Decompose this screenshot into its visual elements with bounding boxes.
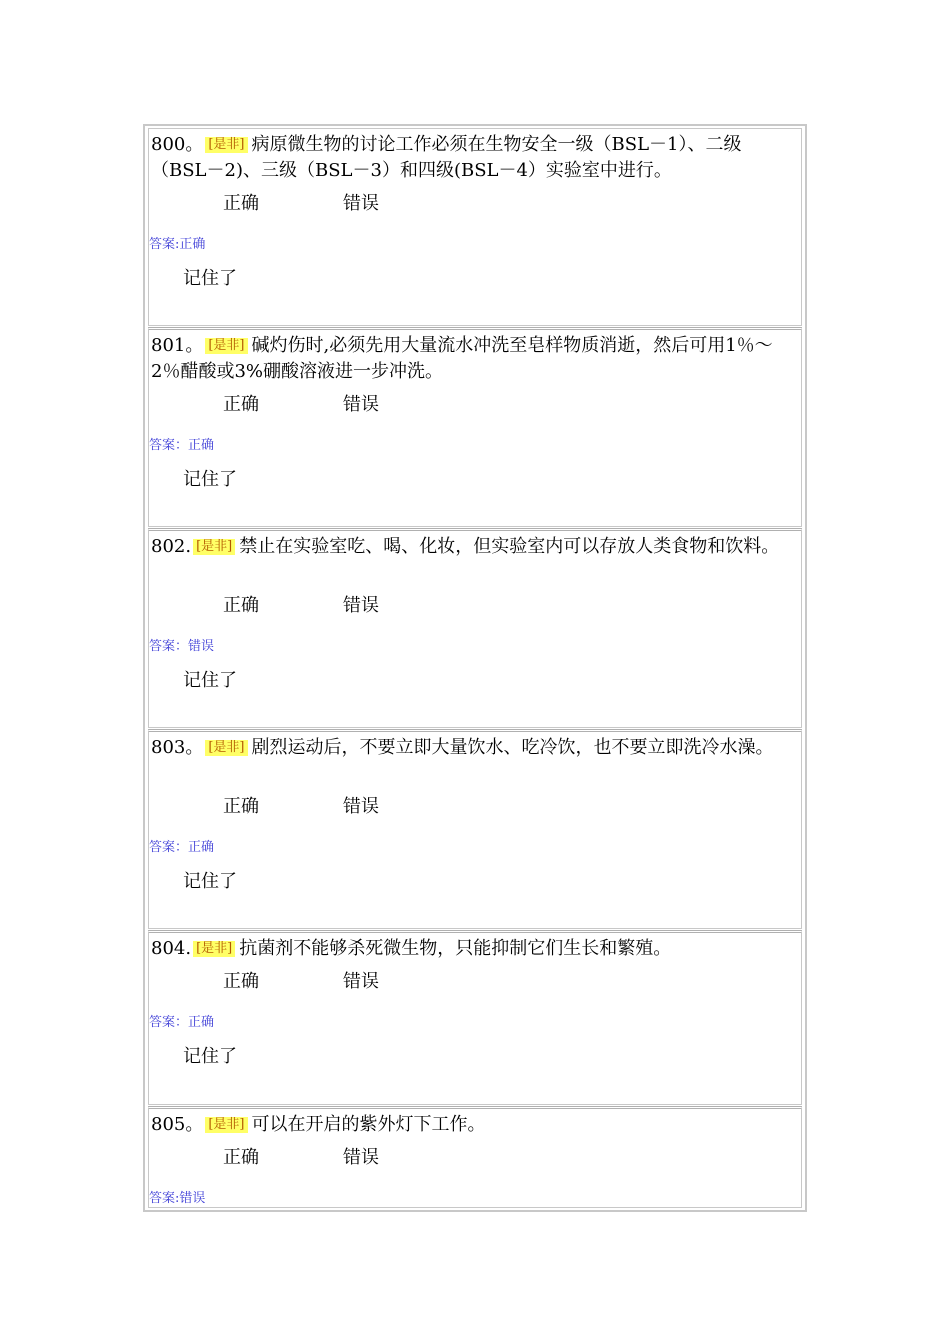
answer-label: 答案：正确	[149, 840, 215, 855]
question-text	[151, 333, 795, 385]
question-body: 可以在开启的紫外灯下工作。	[251, 1114, 486, 1135]
question-text	[151, 534, 795, 560]
question-body: 碱灼伤时,必须先用大量流水冲洗至皂样物质消逝，然后可用1％～2％醋酸或3%硼酸溶液进一步冲洗。	[151, 335, 773, 382]
question-number: 805。	[151, 1114, 204, 1135]
option-false[interactable]: 错误	[343, 796, 379, 817]
option-true[interactable]: 正确	[223, 1147, 259, 1168]
option-true[interactable]: 正确	[223, 971, 259, 992]
option-false[interactable]: 错误	[343, 193, 379, 214]
quiz-frame	[143, 124, 807, 1212]
option-false[interactable]: 错误	[343, 971, 379, 992]
question-number: 802.	[151, 536, 192, 557]
question-number: 801。	[151, 335, 204, 356]
true-false-tag: [是非]	[205, 740, 247, 756]
option-true[interactable]: 正确	[223, 193, 259, 214]
question-text	[151, 132, 795, 184]
memorized-button[interactable]: 记住了	[183, 469, 237, 490]
question-number: 804.	[151, 938, 192, 959]
question-text	[151, 936, 795, 962]
question-number: 800。	[151, 134, 204, 155]
true-false-tag: [是非]	[205, 1117, 247, 1133]
question-804	[148, 930, 802, 1105]
answer-label: 答案：正确	[149, 438, 215, 453]
answer-label: 答案：错误	[149, 639, 215, 654]
question-body: 剧烈运动后，不要立即大量饮水、吃冷饮，也不要立即洗冷水澡。	[251, 737, 774, 758]
answer-label: 答案：正确	[149, 1015, 215, 1030]
question-text	[151, 1112, 795, 1138]
question-802	[148, 528, 802, 728]
option-true[interactable]: 正确	[223, 595, 259, 616]
question-body: 抗菌剂不能够杀死微生物，只能抑制它们生长和繁殖。	[239, 938, 672, 959]
option-true[interactable]: 正确	[223, 394, 259, 415]
true-false-tag: [是非]	[205, 338, 247, 354]
answer-label: 答案:正确	[149, 237, 206, 252]
question-number: 803。	[151, 737, 204, 758]
option-false[interactable]: 错误	[343, 595, 379, 616]
question-body: 禁止在实验室吃、喝、化妆，但实验室内可以存放人类食物和饮料。	[239, 536, 780, 557]
option-true[interactable]: 正确	[223, 796, 259, 817]
question-805	[148, 1106, 802, 1208]
question-800	[148, 128, 802, 326]
question-803	[148, 729, 802, 929]
question-body: 病原微生物的讨论工作必须在生物安全一级（BSL－1）、二级（BSL－2)、三级（BSL－3）和四级(BSL－4）实验室中进行。	[151, 134, 742, 181]
memorized-button[interactable]: 记住了	[183, 670, 237, 691]
true-false-tag: [是非]	[193, 539, 235, 555]
memorized-button[interactable]: 记住了	[183, 268, 237, 289]
true-false-tag: [是非]	[193, 941, 235, 957]
option-false[interactable]: 错误	[343, 1147, 379, 1168]
answer-label: 答案:错误	[149, 1191, 206, 1206]
question-text	[151, 735, 795, 761]
true-false-tag: [是非]	[205, 137, 247, 153]
memorized-button[interactable]: 记住了	[183, 1046, 237, 1067]
memorized-button[interactable]: 记住了	[183, 871, 237, 892]
option-false[interactable]: 错误	[343, 394, 379, 415]
question-801	[148, 327, 802, 527]
